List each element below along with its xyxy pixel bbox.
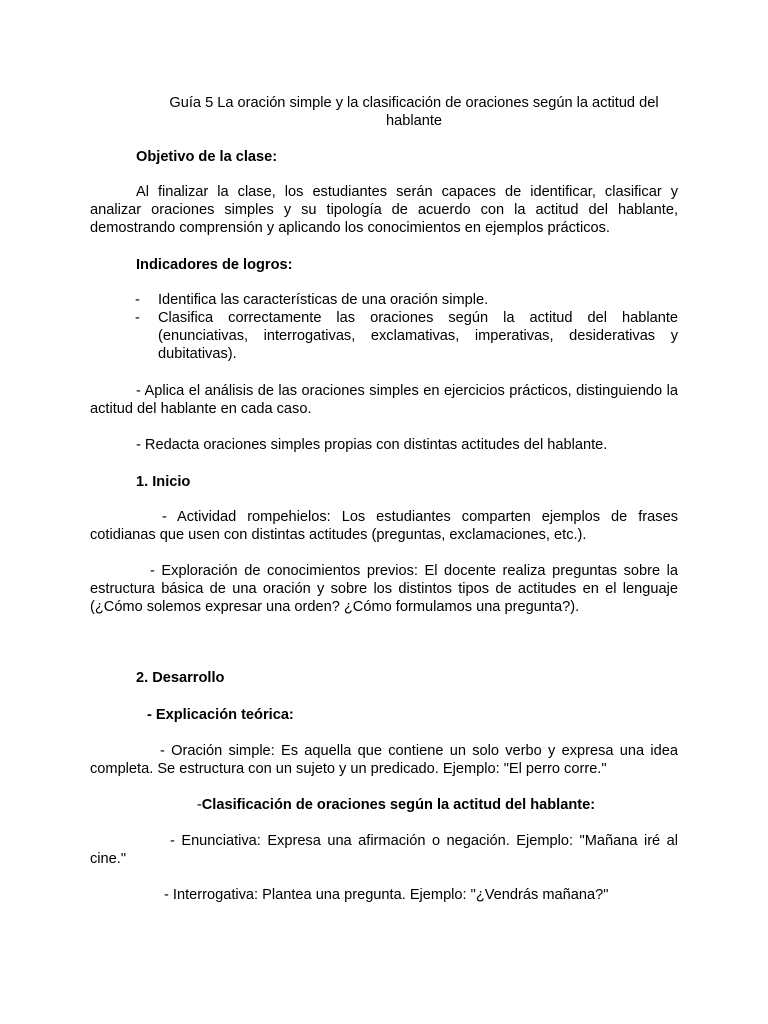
clasificacion-heading-text: Clasificación de oraciones según la actitud del hablante: [201, 797, 596, 813]
indicator-extra-1: - Aplica el análisis de las oraciones simples en ejercicios prácticos, distinguiendo la actitud del hablante en cada caso. [90, 383, 678, 417]
inicio-paragraph-1: - Actividad rompehielos: Los estudiantes comparten ejemplos de frases cotidianas que usen con distintas actitudes (preguntas, exclamaciones, etc.). [90, 509, 678, 543]
indicators-heading: Indicadores de logros: [136, 257, 293, 273]
list-bullet: - [135, 310, 140, 326]
explicacion-heading: - Explicación teórica: [147, 707, 294, 723]
list-bullet: - [135, 292, 140, 308]
indicator-extra-2: - Redacta oraciones simples propias con distintas actitudes del hablante. [136, 437, 608, 453]
desarrollo-heading: 2. Desarrollo [136, 670, 225, 686]
document-page [90, 0, 678, 1024]
objective-text: Al finalizar la clase, los estudiantes serán capaces de identificar, clasificar y analizar oraciones simples y su tipología de acuerdo con la actitud del hablante, demostrando comprensión y aplicando los conocimientos en ejemplos prácticos. [90, 184, 678, 236]
inicio-heading: 1. Inicio [136, 474, 191, 490]
document-title: Guía 5 La oración simple y la clasificación de oraciones según la actitud del hablante [169, 95, 659, 129]
list-item-text: Identifica las características de una oración simple. [158, 292, 489, 308]
enunciativa-text: - Enunciativa: Expresa una afirmación o negación. Ejemplo: "Mañana iré al cine." [90, 833, 678, 867]
inicio-paragraph-2: - Exploración de conocimientos previos: El docente realiza preguntas sobre la estructura básica de una oración y sobre los distintos tipos de actitudes en el lenguaje (¿Cómo solemos expresar una orden? ¿Cómo formulamos una pregunta?). [90, 563, 678, 615]
clasificacion-prefix: - [196, 797, 202, 813]
objective-heading: Objetivo de la clase: [136, 149, 278, 165]
list-item-text: Clasifica correctamente las oraciones según la actitud del hablante (enunciativas, interrogativas, exclamativas, imperativas, desiderativas y dubitativas). [158, 310, 678, 362]
indicators-list [90, 291, 678, 363]
clasificacion-heading [90, 796, 678, 814]
interrogativa-text: - Interrogativa: Plantea una pregunta. Ejemplo: "¿Vendrás mañana?" [164, 887, 609, 903]
list-item [90, 291, 678, 309]
oracion-simple-text: - Oración simple: Es aquella que contiene un solo verbo y expresa una idea completa. Se estructura con un sujeto y un predicado. Ejemplo: "El perro corre." [90, 743, 678, 777]
list-item [90, 309, 678, 363]
